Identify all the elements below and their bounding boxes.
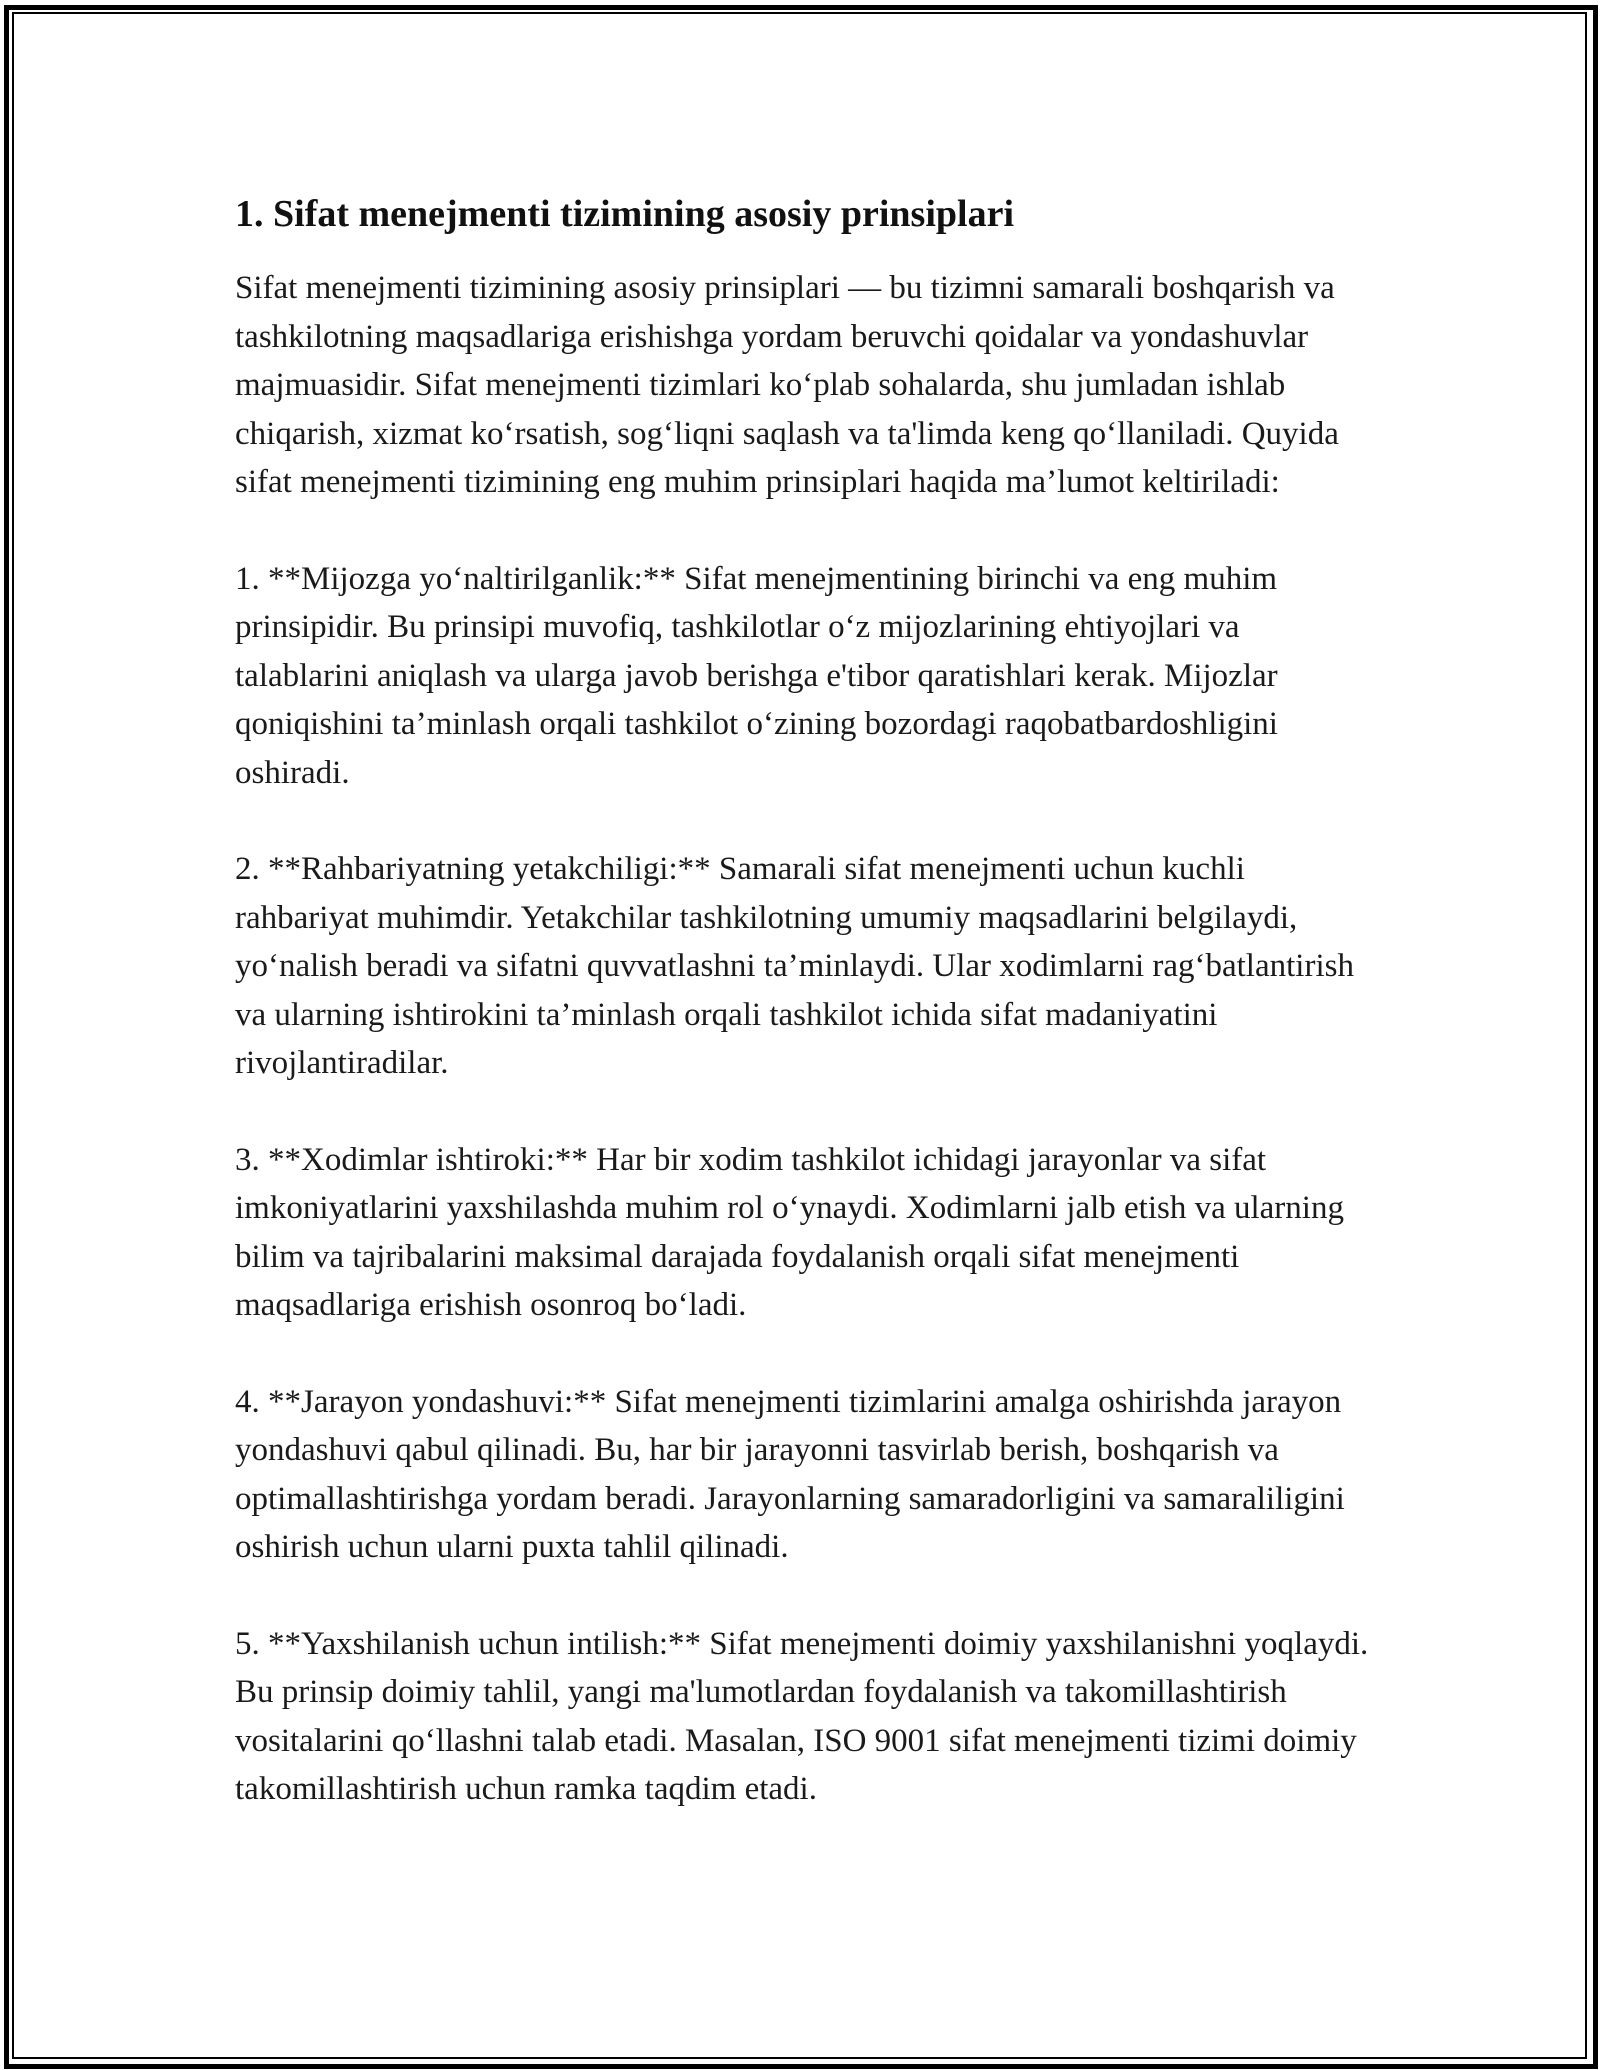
document-body [235, 190, 1375, 1862]
document-title: 1. Sifat menejmenti tizimining asosiy prinsiplari [235, 193, 1014, 235]
principle-improvement: 5. **Yaxshilanish uchun intilish:** Sifat menejmenti doimiy yaxshilanishni yoqlaydi. Bu prinsip doimiy tahlil, yangi ma'lumotlardan foydalanish va takomillashtirish vositalarini qo‘llashni talab etadi. Masalan, ISO 9001 sifat menejmenti tizimi doimiy takomillashtirish uchun ramka taqdim etadi. [235, 1625, 1369, 1807]
intro-paragraph: Sifat menejmenti tizimining asosiy prinsiplari — bu tizimni samarali boshqarish va tashkilotning maqsadlariga erishishga yordam beruvchi qoidalar va yondashuvlar majmuasidir. Sifat menejmenti tizimlari ko‘plab sohalarda, shu jumladan ishlab chiqarish, xizmat ko‘rsatish, sog‘liqni saqlash va ta'limda keng qo‘llaniladi. Quyida sifat menejmenti tizimining eng muhim prinsiplari haqida ma’lumot keltiriladi: [235, 270, 1339, 500]
principle-leadership: 2. **Rahbariyatning yetakchiligi:** Samarali sifat menejmenti uchun kuchli rahbariyat muhimdir. Yetakchilar tashkilotning umumiy maqsadlarini belgilaydi, yo‘nalish beradi va sifatni quvvatlashni ta’minlaydi. Ular xodimlarni rag‘batlantirish va ularning ishtirokini ta’minlash orqali tashkilot ichida sifat madaniyatini rivojlantiradilar. [235, 851, 1354, 1081]
principle-employee-engagement: 3. **Xodimlar ishtiroki:** Har bir xodim tashkilot ichidagi jarayonlar va sifat imkoniyatlarini yaxshilashda muhim rol o‘ynaydi. Xodimlarni jalb etish va ularning bilim va tajribalarini maksimal darajada foydalanish orqali sifat menejmenti maqsadlariga erishish osonroq bo‘ladi. [235, 1141, 1344, 1323]
principle-customer-focus: 1. **Mijozga yo‘naltirilganlik:** Sifat menejmentining birinchi va eng muhim prinsipidir. Bu prinsipi muvofiq, tashkilotlar o‘z mijozlarining ehtiyojlari va talablarini aniqlash va ularga javob berishga e'tibor qaratishlari kerak. Mijozlar qoniqishini ta’minlash orqali tashkilot o‘zining bozordagi raqobatbardoshligini oshiradi. [235, 560, 1278, 791]
principle-process-approach: 4. **Jarayon yondashuvi:** Sifat menejmenti tizimlarini amalga oshirishda jarayon yondashuvi qabul qilinadi. Bu, har bir jarayonni tasvirlab berish, boshqarish va optimallashtirishga yordam beradi. Jarayonlarning samaradorligini va samaraliligini oshirish uchun ularni puxta tahlil qilinadi. [235, 1383, 1345, 1565]
